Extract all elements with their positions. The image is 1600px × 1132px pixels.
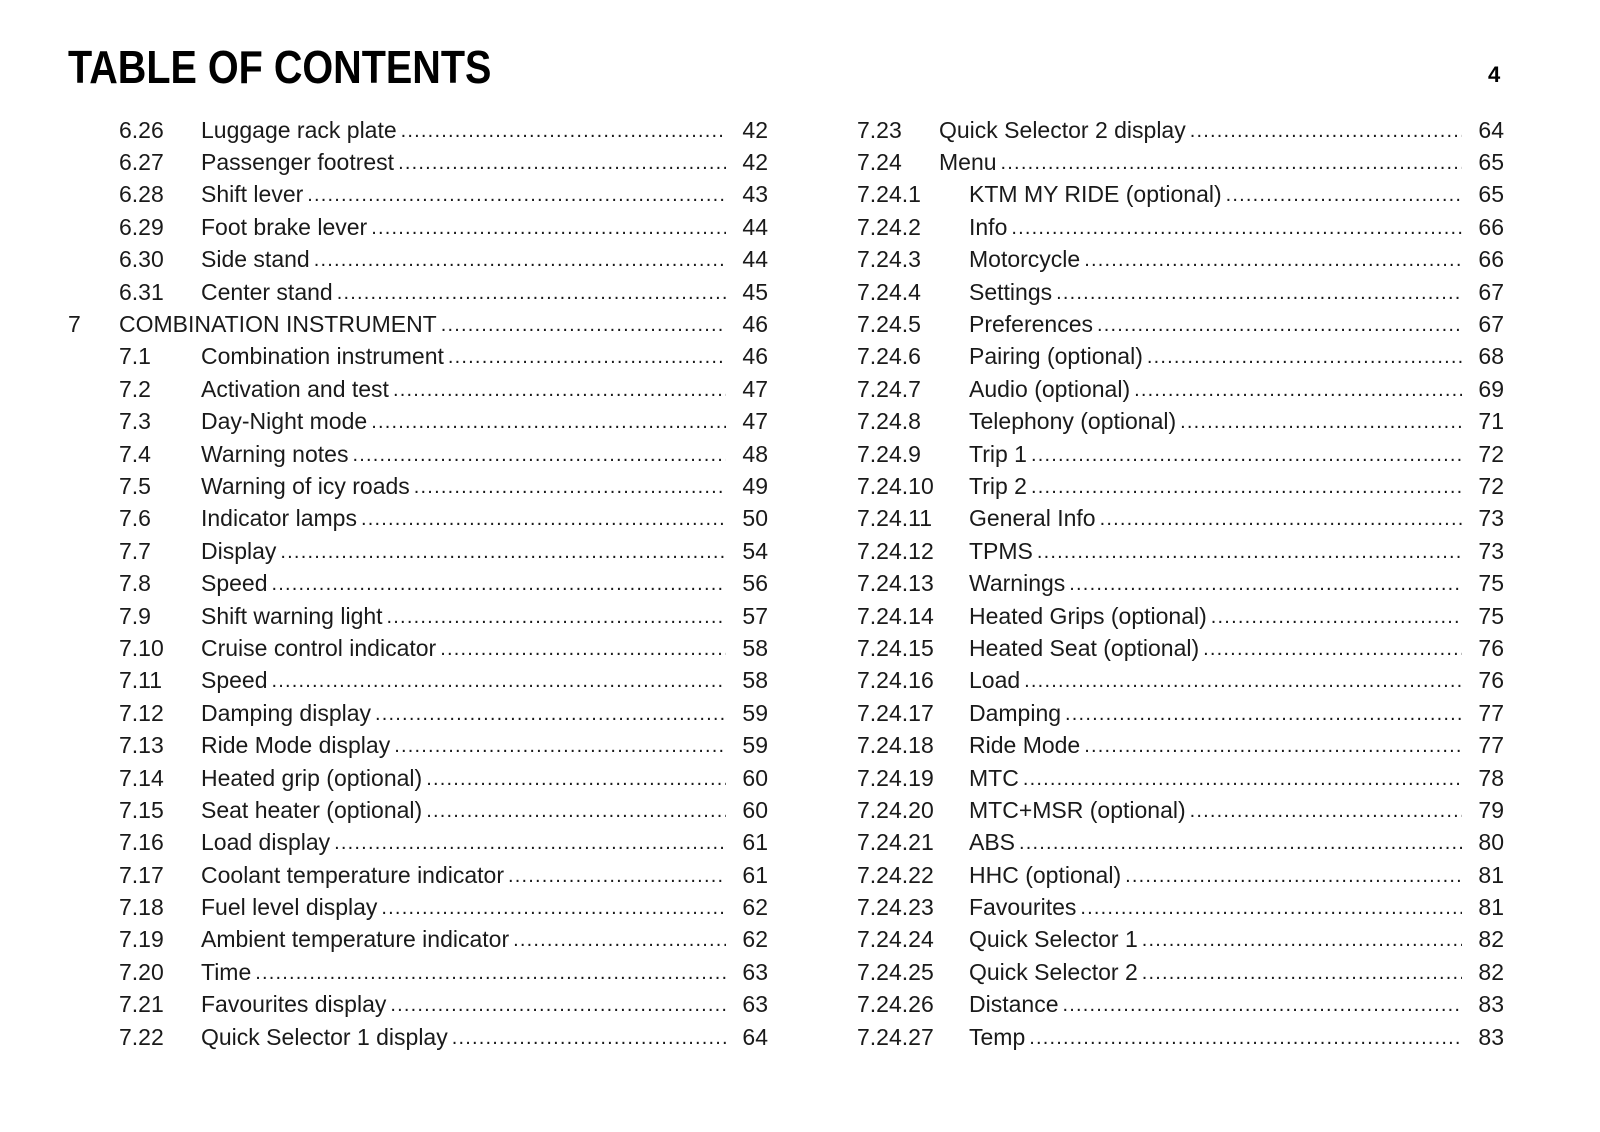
toc-entry[interactable] (68, 146, 768, 178)
toc-entry[interactable] (68, 956, 768, 988)
toc-entry-page: 44 (742, 213, 768, 240)
toc-entry-page: 76 (1478, 634, 1504, 661)
toc-entry-title: Trip 2 (969, 472, 1027, 499)
toc-entry-number: 7.24.14 (857, 602, 934, 629)
toc-entry-title: Center stand (201, 278, 333, 305)
toc-entry-page: 46 (742, 311, 768, 338)
toc-entry[interactable] (68, 535, 768, 567)
toc-entry-title: Side stand (201, 246, 310, 273)
toc-entry-title: Fuel level display (201, 894, 378, 921)
toc-entry[interactable] (857, 244, 1504, 276)
toc-entry-number: 7.13 (119, 732, 164, 759)
toc-right-column (857, 114, 1504, 1053)
toc-entry-page: 44 (742, 246, 768, 273)
toc-entry-title: Display (201, 537, 277, 564)
toc-entry-title: Time (201, 958, 252, 985)
toc-entry-page: 43 (742, 181, 768, 208)
dot-leader (440, 637, 726, 660)
toc-entry-number: 7.4 (119, 440, 151, 467)
toc-entry-title: TPMS (969, 537, 1033, 564)
dot-leader (387, 605, 726, 628)
dot-leader (1011, 216, 1462, 239)
toc-entry[interactable] (68, 244, 768, 276)
toc-entry-title: Quick Selector 1 (969, 926, 1138, 953)
toc-entry-title: KTM MY RIDE (optional) (969, 181, 1222, 208)
toc-entry-page: 66 (1478, 213, 1504, 240)
toc-entry-number: 7.24.9 (857, 440, 921, 467)
toc-entry[interactable] (68, 114, 768, 146)
toc-entry-title: COMBINATION INSTRUMENT (119, 311, 437, 338)
toc-entry-title: Foot brake lever (201, 213, 368, 240)
toc-entry-page: 60 (742, 796, 768, 823)
toc-entry-number: 7.24.18 (857, 732, 934, 759)
toc-entry-number: 7.2 (119, 375, 151, 402)
toc-entry-page: 77 (1478, 732, 1504, 759)
toc-entry[interactable] (857, 697, 1504, 729)
toc-entry[interactable] (68, 600, 768, 632)
dot-leader (334, 831, 726, 854)
dot-leader (513, 928, 726, 951)
toc-entry-number: 7.24.20 (857, 796, 934, 823)
toc-entry-number: 7.12 (119, 699, 164, 726)
toc-entry-number: 7.24 (857, 149, 902, 176)
toc-entry-number: 7.10 (119, 634, 164, 661)
toc-entry-title: Heated grip (optional) (201, 764, 423, 791)
dot-leader (1134, 378, 1462, 401)
toc-entry-page: 47 (742, 408, 768, 435)
dot-leader (1100, 507, 1462, 530)
toc-entry-page: 61 (742, 861, 768, 888)
dot-leader (1084, 248, 1462, 271)
toc-entry-number: 7.24.10 (857, 472, 934, 499)
dot-leader (255, 961, 726, 984)
toc-entry-title: Heated Grips (optional) (969, 602, 1207, 629)
dot-leader (1142, 961, 1462, 984)
toc-entry-number: 7.24.2 (857, 213, 921, 240)
toc-entry-number: 6.27 (119, 149, 164, 176)
toc-entry-title: Ride Mode (969, 732, 1081, 759)
toc-entry-number: 7.24.16 (857, 667, 934, 694)
toc-entry[interactable] (68, 1021, 768, 1053)
toc-entry[interactable] (857, 956, 1504, 988)
toc-entry-page: 79 (1478, 796, 1504, 823)
toc-entry[interactable] (857, 503, 1504, 535)
dot-leader (280, 540, 726, 563)
toc-entry-number: 7.24.7 (857, 375, 921, 402)
toc-entry-page: 83 (1478, 1023, 1504, 1050)
toc-entry[interactable] (857, 729, 1504, 761)
toc-entry-page: 50 (742, 505, 768, 532)
dot-leader (1031, 475, 1462, 498)
toc-entry-page: 64 (742, 1023, 768, 1050)
toc-entry-title: HHC (optional) (969, 861, 1122, 888)
toc-entry-number: 7.5 (119, 472, 151, 499)
toc-entry-number: 7.24.5 (857, 311, 921, 338)
toc-entry-number: 7.3 (119, 408, 151, 435)
toc-entry-title: Quick Selector 2 display (939, 116, 1186, 143)
dot-leader (1190, 799, 1462, 822)
toc-entry-title: Heated Seat (optional) (969, 634, 1200, 661)
toc-entry[interactable] (68, 697, 768, 729)
toc-entry-page: 64 (1478, 116, 1504, 143)
toc-entry[interactable] (857, 470, 1504, 502)
toc-entry-page: 81 (1478, 861, 1504, 888)
toc-entry[interactable] (68, 827, 768, 859)
toc-entry-title: Cruise control indicator (201, 634, 437, 661)
dot-leader (1080, 896, 1462, 919)
dot-leader (371, 216, 726, 239)
toc-entry-number: 7.24.22 (857, 861, 934, 888)
toc-entry[interactable] (68, 438, 768, 470)
dot-leader (1190, 119, 1462, 142)
toc-entry[interactable] (857, 276, 1504, 308)
toc-entry-page: 82 (1478, 926, 1504, 953)
dot-leader (1084, 734, 1462, 757)
toc-entry-title: Motorcycle (969, 246, 1081, 273)
toc-entry[interactable] (68, 859, 768, 891)
toc-entry-title: Distance (969, 991, 1059, 1018)
toc-entry[interactable] (857, 665, 1504, 697)
toc-entry-title: Combination instrument (201, 343, 444, 370)
toc-entry[interactable] (857, 632, 1504, 664)
toc-entry-number: 6.26 (119, 116, 164, 143)
toc-entry-title: Passenger footrest (201, 149, 395, 176)
toc-entry[interactable] (68, 211, 768, 243)
toc-entry[interactable] (857, 406, 1504, 438)
toc-entry-title: Day-Night mode (201, 408, 368, 435)
toc-entry-page: 56 (742, 570, 768, 597)
toc-entry[interactable] (857, 308, 1504, 340)
toc-entry-page: 82 (1478, 958, 1504, 985)
toc-entry-page: 42 (742, 116, 768, 143)
dot-leader (1024, 669, 1462, 692)
toc-entry[interactable] (68, 503, 768, 535)
toc-entry-title: Shift lever (201, 181, 304, 208)
toc-entry-number: 7.24.4 (857, 278, 921, 305)
toc-entry-page: 67 (1478, 278, 1504, 305)
toc-entry-title: Favourites (969, 894, 1077, 921)
dot-leader (1069, 572, 1462, 595)
toc-entry-title: Quick Selector 2 (969, 958, 1138, 985)
toc-entry-number: 7.24.17 (857, 699, 934, 726)
toc-entry-title: Audio (optional) (969, 375, 1131, 402)
dot-leader (1097, 313, 1462, 336)
toc-entry-page: 65 (1478, 149, 1504, 176)
toc-entry-page: 62 (742, 894, 768, 921)
toc-entry[interactable] (857, 827, 1504, 859)
dot-leader (1001, 151, 1462, 174)
dot-leader (1031, 443, 1462, 466)
toc-entry[interactable] (68, 989, 768, 1021)
toc-entry-page: 57 (742, 602, 768, 629)
toc-entry[interactable] (68, 665, 768, 697)
dot-leader (314, 248, 726, 271)
toc-entry-title: Shift warning light (201, 602, 383, 629)
toc-entry-page: 42 (742, 149, 768, 176)
toc-entry[interactable] (857, 373, 1504, 405)
toc-entry-page: 47 (742, 375, 768, 402)
toc-entry-page: 76 (1478, 667, 1504, 694)
toc-entry-title: Telephony (optional) (969, 408, 1177, 435)
toc-entry-number: 7.24.19 (857, 764, 934, 791)
toc-entry-page: 48 (742, 440, 768, 467)
dot-leader (272, 572, 726, 595)
toc-entry-title: Activation and test (201, 375, 389, 402)
toc-entry[interactable] (857, 600, 1504, 632)
toc-entry-title: Damping display (201, 699, 372, 726)
toc-entry-title: Info (969, 213, 1008, 240)
toc-entry[interactable] (68, 179, 768, 211)
toc-entry-number: 7.19 (119, 926, 164, 953)
toc-entry-title: Ambient temperature indicator (201, 926, 510, 953)
dot-leader (1029, 1026, 1462, 1049)
toc-entry-page: 81 (1478, 894, 1504, 921)
toc-entry-number: 7.23 (857, 116, 902, 143)
toc-entry-number: 7.20 (119, 958, 164, 985)
toc-entry-title: Menu (939, 149, 997, 176)
toc-entry[interactable] (68, 632, 768, 664)
toc-entry-page: 78 (1478, 764, 1504, 791)
dot-leader (1062, 993, 1462, 1016)
toc-entry-number: 7.18 (119, 894, 164, 921)
toc-entry[interactable] (857, 341, 1504, 373)
toc-entry-page: 73 (1478, 537, 1504, 564)
toc-entry-title: MTC (969, 764, 1019, 791)
dot-leader (1142, 928, 1462, 951)
toc-entry-number: 7.24.26 (857, 991, 934, 1018)
toc-entry-page: 60 (742, 764, 768, 791)
toc-entry[interactable] (857, 794, 1504, 826)
toc-entry[interactable] (857, 891, 1504, 923)
toc-entry-title: Pairing (optional) (969, 343, 1143, 370)
toc-entry-number: 7.9 (119, 602, 151, 629)
toc-entry-page: 59 (742, 732, 768, 759)
toc-entry-title: ABS (969, 829, 1016, 856)
dot-leader (448, 345, 726, 368)
toc-entry-page: 69 (1478, 375, 1504, 402)
toc-entry-title: Settings (969, 278, 1053, 305)
toc-entry-page: 46 (742, 343, 768, 370)
toc-entry-number: 6.29 (119, 213, 164, 240)
dot-leader (375, 702, 726, 725)
toc-entry-number: 7.24.1 (857, 181, 921, 208)
dot-leader (1056, 281, 1462, 304)
toc-entry-page: 63 (742, 958, 768, 985)
dot-leader (1037, 540, 1462, 563)
toc-entry-number: 7.24.23 (857, 894, 934, 921)
toc-entry-title: Quick Selector 1 display (201, 1023, 448, 1050)
toc-entry-number: 7.24.15 (857, 634, 934, 661)
toc-entry[interactable] (857, 179, 1504, 211)
toc-entry[interactable] (68, 891, 768, 923)
dot-leader (1203, 637, 1462, 660)
toc-entry[interactable] (857, 146, 1504, 178)
toc-entry-number: 7.24.13 (857, 570, 934, 597)
toc-entry-page: 71 (1478, 408, 1504, 435)
toc-entry[interactable] (68, 406, 768, 438)
dot-leader (508, 864, 726, 887)
toc-entry-page: 73 (1478, 505, 1504, 532)
toc-entry[interactable] (857, 924, 1504, 956)
toc-entry-page: 63 (742, 991, 768, 1018)
toc-entry-title: Temp (969, 1023, 1026, 1050)
dot-leader (426, 799, 726, 822)
toc-entry[interactable] (857, 989, 1504, 1021)
toc-entry-number: 7.1 (119, 343, 151, 370)
toc-entry-number: 7.21 (119, 991, 164, 1018)
toc-left-column (68, 114, 768, 1053)
dot-leader (352, 443, 726, 466)
toc-entry-number: 7.24.8 (857, 408, 921, 435)
dot-leader (1180, 410, 1462, 433)
toc-entry[interactable] (68, 794, 768, 826)
dot-leader (401, 119, 726, 142)
toc-entry-number: 7.16 (119, 829, 164, 856)
toc-entry-title: Preferences (969, 311, 1094, 338)
toc-entry[interactable] (857, 535, 1504, 567)
toc-entry[interactable] (857, 211, 1504, 243)
toc-entry-number: 7.6 (119, 505, 151, 532)
toc-entry-page: 72 (1478, 440, 1504, 467)
toc-entry-number: 7.24.6 (857, 343, 921, 370)
toc-entry-page: 67 (1478, 311, 1504, 338)
toc-entry[interactable] (857, 114, 1504, 146)
page-title: TABLE OF CONTENTS (68, 41, 492, 93)
toc-entry-number: 7.24.3 (857, 246, 921, 273)
toc-entry-page: 80 (1478, 829, 1504, 856)
dot-leader (307, 183, 726, 206)
toc-entry-number: 7.24.27 (857, 1023, 934, 1050)
dot-leader (272, 669, 726, 692)
toc-entry-title: Seat heater (optional) (201, 796, 423, 823)
toc-entry-title: Warnings (969, 570, 1066, 597)
dot-leader (371, 410, 726, 433)
toc-entry-page: 58 (742, 667, 768, 694)
toc-entry-title: Favourites display (201, 991, 387, 1018)
toc-entry-title: Coolant temperature indicator (201, 861, 504, 888)
page-number: 4 (1488, 62, 1501, 87)
dot-leader (1023, 767, 1462, 790)
toc-entry-title: Ride Mode display (201, 732, 391, 759)
dot-leader (361, 507, 726, 530)
toc-entry-number: 7.15 (119, 796, 164, 823)
dot-leader (441, 313, 726, 336)
toc-entry[interactable] (857, 1021, 1504, 1053)
toc-entry-number: 7.24.21 (857, 829, 934, 856)
dot-leader (452, 1026, 726, 1049)
toc-entry-number: 6.30 (119, 246, 164, 273)
toc-entry-page: 59 (742, 699, 768, 726)
dot-leader (394, 734, 726, 757)
toc-entry[interactable] (68, 924, 768, 956)
toc-entry-title: Load (969, 667, 1021, 694)
toc-entry-page: 75 (1478, 602, 1504, 629)
dot-leader (1019, 831, 1462, 854)
toc-entry[interactable] (857, 567, 1504, 599)
toc-entry[interactable] (857, 859, 1504, 891)
toc-entry-page: 77 (1478, 699, 1504, 726)
toc-entry-page: 62 (742, 926, 768, 953)
toc-entry-title: MTC+MSR (optional) (969, 796, 1186, 823)
dot-leader (1226, 183, 1462, 206)
toc-entry-number: 7.11 (119, 667, 163, 694)
toc-entry-number: 7.14 (119, 764, 164, 791)
toc-entry-number: 6.28 (119, 181, 164, 208)
toc-entry-number: 7.24.12 (857, 537, 934, 564)
toc-entry-title: Load display (201, 829, 331, 856)
toc-entry[interactable] (857, 762, 1504, 794)
toc-entry-page: 83 (1478, 991, 1504, 1018)
toc-entry-title: Speed (201, 570, 268, 597)
dot-leader (1065, 702, 1462, 725)
toc-entry-title: Indicator lamps (201, 505, 357, 532)
toc-entry-page: 65 (1478, 181, 1504, 208)
toc-entry[interactable] (68, 276, 768, 308)
dot-leader (426, 767, 726, 790)
toc-chapter-entry[interactable] (68, 308, 768, 340)
toc-entry-title: Warning notes (201, 440, 349, 467)
toc-entry-page: 68 (1478, 343, 1504, 370)
toc-entry-number: 7.24.25 (857, 958, 934, 985)
toc-entry-page: 66 (1478, 246, 1504, 273)
toc-entry[interactable] (68, 341, 768, 373)
toc-entry-page: 54 (742, 537, 768, 564)
dot-leader (390, 993, 726, 1016)
dot-leader (381, 896, 726, 919)
toc-entry-title: Warning of icy roads (201, 472, 410, 499)
toc-entry-page: 45 (742, 278, 768, 305)
dot-leader (337, 281, 726, 304)
toc-entry[interactable] (68, 567, 768, 599)
dot-leader (1125, 864, 1462, 887)
toc-entry-page: 72 (1478, 472, 1504, 499)
toc-entry-page: 58 (742, 634, 768, 661)
toc-entry[interactable] (68, 373, 768, 405)
dot-leader (398, 151, 726, 174)
toc-entry-number: 7.7 (119, 537, 151, 564)
toc-entry-title: General Info (969, 505, 1096, 532)
toc-entry-title: Damping (969, 699, 1062, 726)
toc-entry-title: Luggage rack plate (201, 116, 397, 143)
toc-entry-page: 75 (1478, 570, 1504, 597)
dot-leader (393, 378, 726, 401)
toc-entry[interactable] (68, 762, 768, 794)
toc-entry[interactable] (68, 729, 768, 761)
toc-entry-page: 49 (742, 472, 768, 499)
toc-entry-title: Speed (201, 667, 268, 694)
toc-entry-number: 7 (68, 311, 81, 338)
toc-entry[interactable] (857, 438, 1504, 470)
toc-entry-number: 7.24.24 (857, 926, 934, 953)
toc-entry[interactable] (68, 470, 768, 502)
dot-leader (414, 475, 726, 498)
toc-entry-number: 7.22 (119, 1023, 164, 1050)
toc-entry-number: 7.17 (119, 861, 164, 888)
dot-leader (1147, 345, 1462, 368)
toc-entry-number: 7.24.11 (857, 505, 933, 532)
dot-leader (1211, 605, 1462, 628)
toc-entry-number: 6.31 (119, 278, 164, 305)
toc-entry-page: 61 (742, 829, 768, 856)
toc-entry-number: 7.8 (119, 570, 151, 597)
toc-entry-title: Trip 1 (969, 440, 1027, 467)
